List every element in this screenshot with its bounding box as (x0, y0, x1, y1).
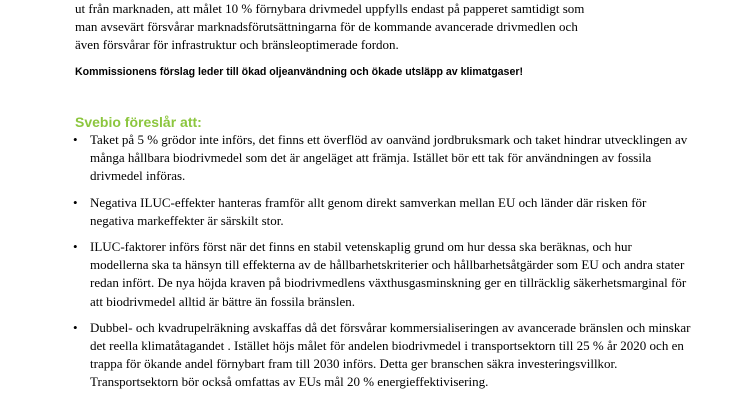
intro-line: även försvårar för infrastruktur och bränsleoptimerade fordon. (75, 37, 399, 53)
list-item-text: Negativa ILUC-effekter hanteras framför allt genom direkt samverkan mellan EU och länder där risken för negativa markeffekter är särskilt stor. (90, 194, 647, 228)
intro-line: man avsevärt försvårar marknadsförutsättningarna för de kommande avancerade drivmedlen och (75, 19, 578, 35)
list-item (73, 319, 693, 392)
conclusion-statement: Kommissionens förslag leder till ökad oljeanvändning och ökade utsläpp av klimatgaser! (75, 66, 523, 78)
list-item (73, 238, 693, 311)
list-item-text: ILUC-faktorer införs först när det finns en stabil vetenskaplig grund om hur dessa ska beräknas, och hur modellerna ska ta hänsyn till effekterna av de hållbarhetskriterier och hållbarhetsåtgärder som EU och andra stater redan infört. De nya höjda kraven på biodrivmedlens växthusgasminskning ger en tillräcklig säkerhetsmarginal för att biodrivmedel alltid är bättre än fossila bränslen. (90, 239, 687, 309)
bullet-icon: • (73, 319, 78, 335)
bullet-icon: • (73, 194, 78, 210)
bullet-icon: • (73, 132, 78, 147)
intro-line: ut från marknaden, att målet 10 % förnybara drivmedel uppfylls endast på papperet samtidigt som (75, 1, 585, 16)
proposal-list (73, 131, 693, 400)
list-item-text: Taket på 5 % grödor inte införs, det finns ett överflöd av oanvänd jordbruksmark och taket hindrar utvecklingen av många hållbara biodrivmedel som det är angeläget att främja. Istället bör ett tak för användningen av fossila drivmedel införas. (90, 132, 688, 184)
intro-paragraph (75, 0, 675, 55)
section-heading: Svebio föreslår att: (75, 114, 202, 130)
list-item (73, 131, 693, 186)
bullet-icon: • (73, 239, 78, 255)
list-item-text: Dubbel- och kvadrupelräkning avskaffas då det försvårar kommersialiseringen av avancerade bränslen och minskar det reella klimatåtagandet . Istället höjs målet för andelen biodrivmedel i transportsektorn till 25 % år 2020 och en trappa för ökande andel förnybart fram till 2030 införs. Detta ger branschen säkra investeringsvillkor. Transportsektorn bör också omfattas av EUs mål 20 % energieffektivisering. (90, 319, 691, 390)
list-item (73, 194, 693, 230)
